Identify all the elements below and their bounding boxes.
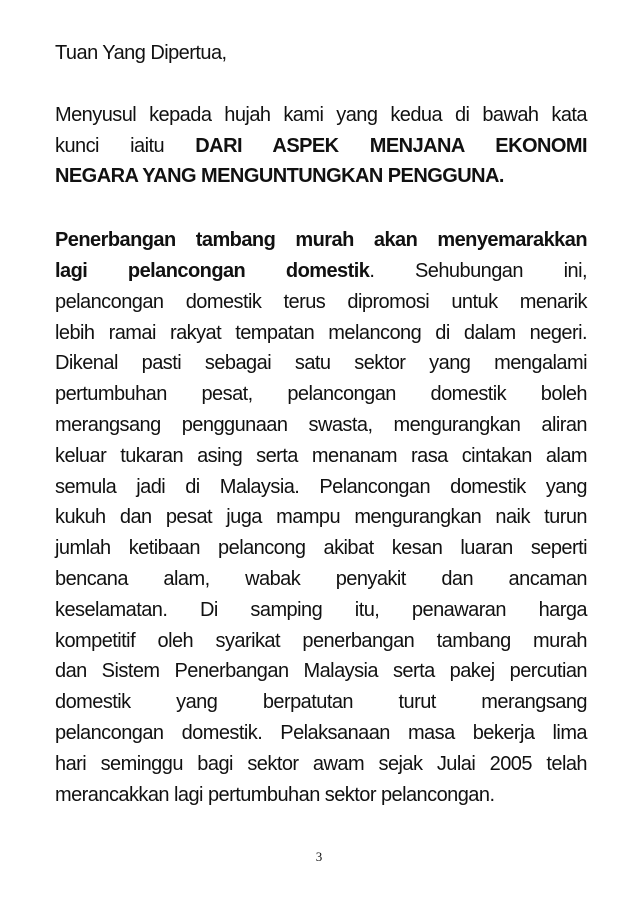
body-paragraph	[55, 225, 587, 810]
paragraph-gap	[55, 192, 587, 225]
body-heading-bold-continued: lagi pelancongan domestik	[55, 259, 370, 282]
body-line: pelancongan domestik. Pelaksanaan masa bekerja lima	[55, 721, 587, 744]
body-last-line: merancakkan lagi pertumbuhan sektor pelancongan.	[55, 783, 495, 806]
body-heading-bold: Penerbangan tambang murah akan menyemarakkan	[55, 229, 587, 252]
salutation: Tuan Yang Dipertua,	[55, 42, 227, 64]
body-line-1	[55, 225, 587, 256]
body-line: keselamatan. Di samping itu, penawaran harga	[55, 598, 587, 621]
body-line: hari seminggu bagi sektor awam sejak Julai 2005 telah	[55, 752, 587, 775]
intro-line-3	[55, 161, 587, 192]
paragraph-gap	[55, 69, 587, 100]
body-line: pelancongan domestik terus dipromosi untuk menarik	[55, 290, 587, 313]
page-number: 3	[315, 849, 323, 864]
body-line: kompetitif oleh syarikat penerbangan tambang murah	[55, 629, 587, 652]
body-line-2	[55, 256, 587, 287]
intro-line-2-text: kunci iaitu	[55, 134, 196, 157]
body-line: dan Sistem Penerbangan Malaysia serta pakej percutian	[55, 660, 587, 683]
body-line: domestik yang berpatutan turut merangsang	[55, 691, 587, 714]
intro-line-1: Menyusul kepada hujah kami yang kedua di bawah kata	[55, 103, 587, 126]
body-line: kukuh dan pesat juga mampu mengurangkan naik turun	[55, 506, 587, 529]
document-page	[55, 38, 587, 810]
body-line: lebih ramai rakyat tempatan melancong di dalam negeri.	[55, 321, 587, 344]
body-line: semula jadi di Malaysia. Pelancongan domestik yang	[55, 475, 587, 498]
intro-paragraph	[55, 100, 587, 192]
body-line: keluar tukaran asing serta menanam rasa cintakan alam	[55, 444, 587, 467]
body-line: Dikenal pasti sebagai satu sektor yang mengalami	[55, 352, 587, 375]
body-line: merangsang penggunaan swasta, mengurangkan aliran	[55, 413, 587, 436]
body-line-2-text: . Sehubungan ini,	[369, 259, 587, 282]
intro-keyword-bold-continued: NEGARA YANG MENGUNTUNGKAN PENGGUNA.	[55, 165, 504, 188]
intro-line-2	[55, 131, 587, 162]
body-line: jumlah ketibaan pelancong akibat kesan luaran seperti	[55, 537, 587, 560]
intro-keyword-bold: DARI ASPEK MENJANA EKONOMI	[195, 134, 587, 157]
body-line: pertumbuhan pesat, pelancongan domestik boleh	[55, 383, 587, 406]
body-line: bencana alam, wabak penyakit dan ancaman	[55, 567, 587, 590]
